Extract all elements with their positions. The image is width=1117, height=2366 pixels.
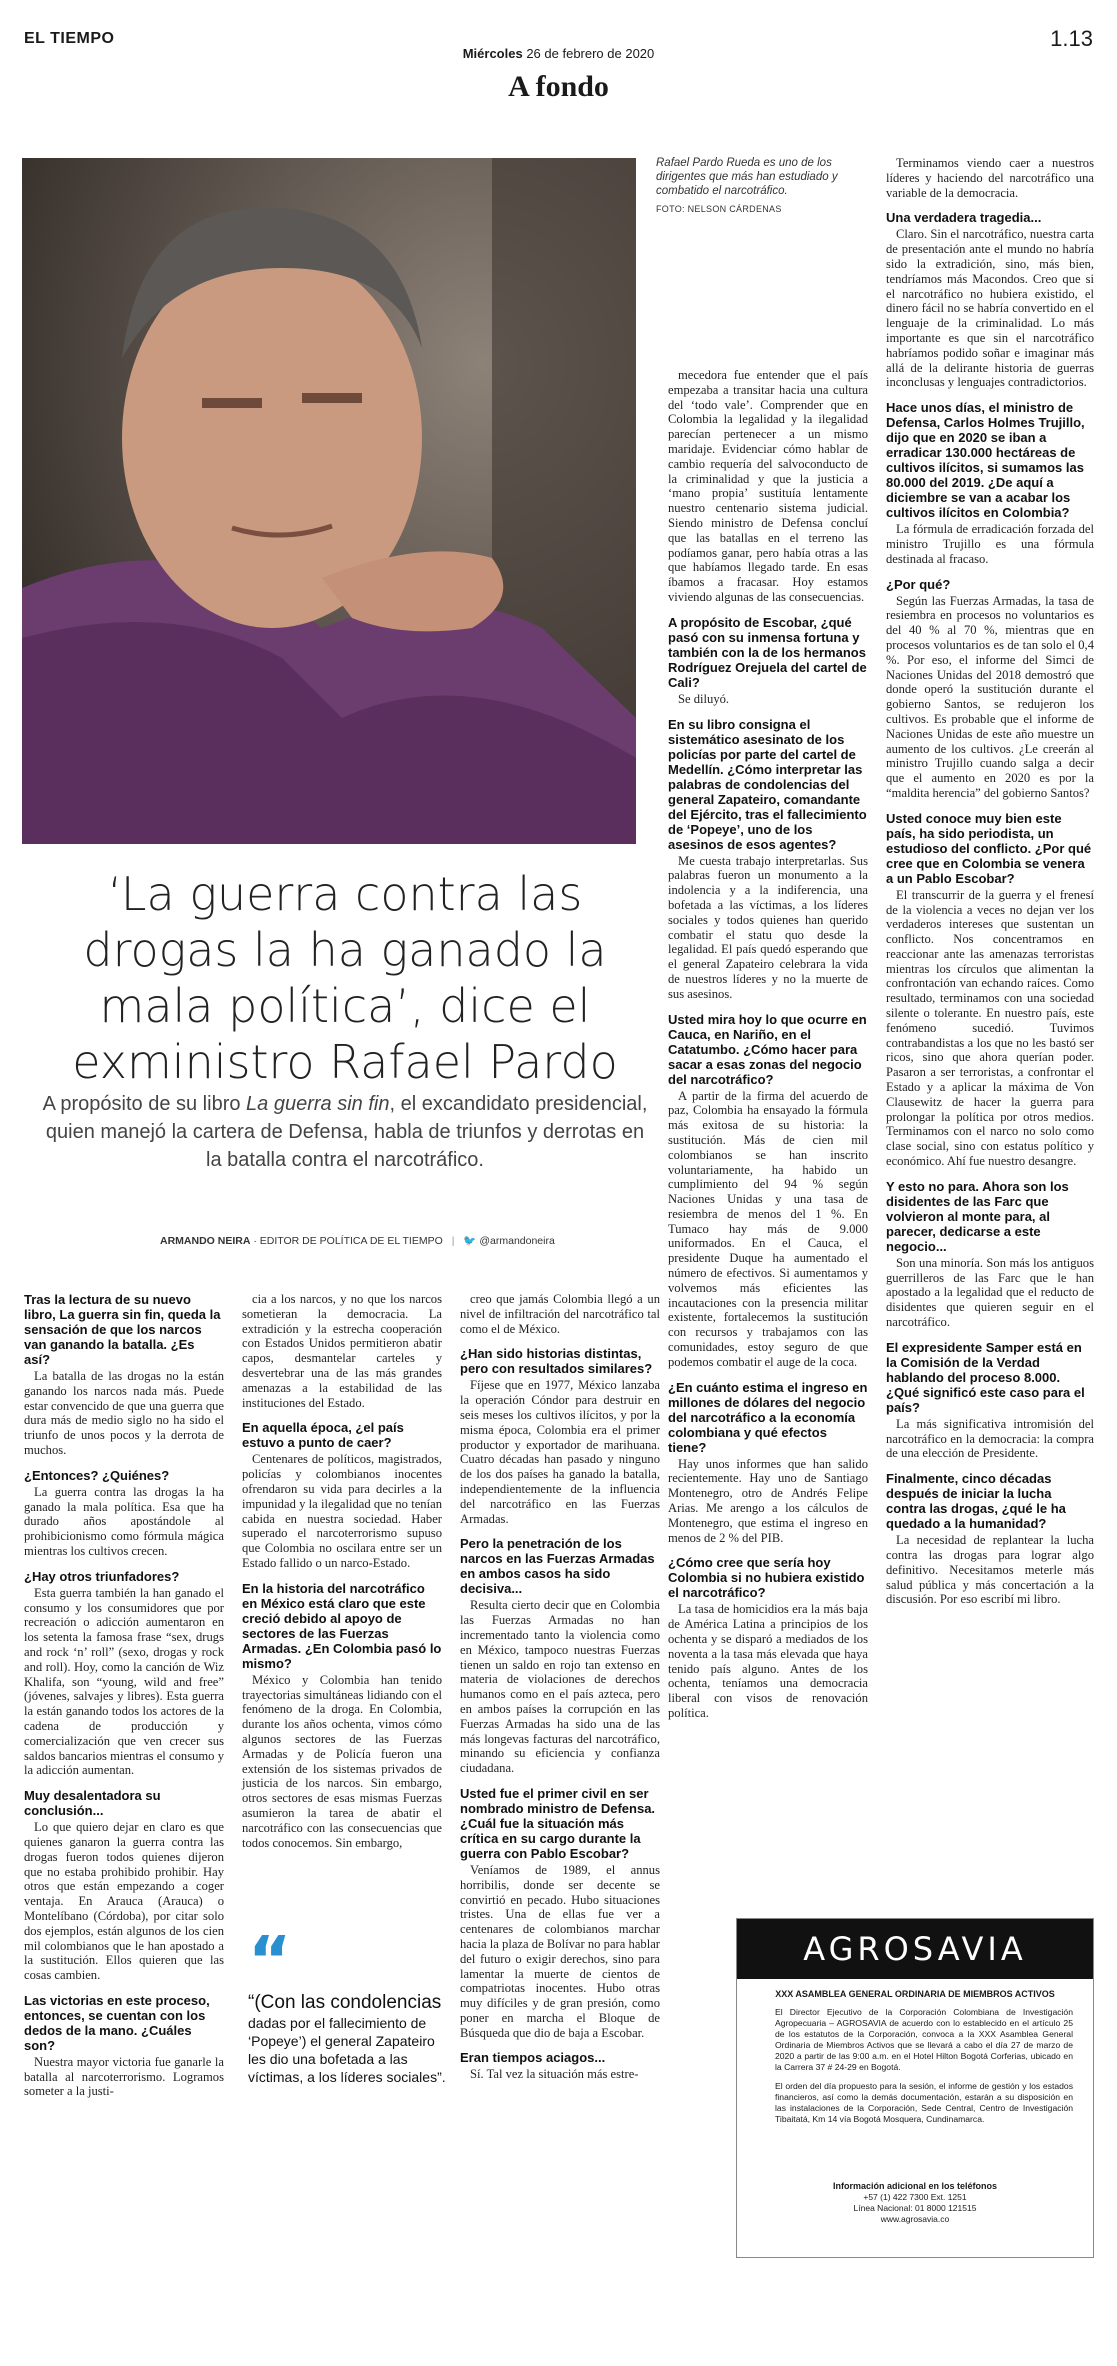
interview-question: Finalmente, cinco décadas después de iniciar la lucha contra las drogas, ¿qué le ha quedado a la humanidad?	[886, 1471, 1066, 1532]
interview-answer: Esta guerra también la han ganado el consumo y los consumidores que por recreación o adicción aumentaron en los setenta la famosa frase “sex, drugs and rock ‘n’ roll” (sexo, drogas y rock and roll). Hoy, como la canción de Wiz Khalifa, son “young, wild and free” (jóvenes, salvajes y libres). Esta guerra la están ganando todos los actores de la cadena de producción y comercialización que ven crecer sus saldos bancarios mientras el consumo y la adicción aumentan.	[24, 1585, 224, 1778]
interview-answer: cia a los narcos, y no que los narcos sometieran la democracia. La extradición y la estrecha cooperación con Estados Unidos permitieron abatir capos, desmantelar carteles y desvertebrar una de las más grandes amenazas a la estabilidad de las instituciones del Estado.	[242, 1292, 442, 1410]
interview-answer: La batalla de las drogas no la están ganando los narcos nada más. Puede estar convencido de que una guerra que dura más de medio siglo no ha sido el triunfo de unos pocos y la derrota de muchos.	[24, 1369, 224, 1457]
quote-mark-icon: “	[248, 1922, 292, 1999]
interview-question: A propósito de Escobar, ¿qué pasó con su inmensa fortuna y también con la de los hermanos Rodríguez Orejuela del cartel de Cali?	[668, 614, 867, 690]
interview-answer: mecedora fue entender que el país empezaba a transitar hacia una cultura del ‘todo vale’. Comprender que en Colombia la legalidad y la ilegalidad parecían pertenecer a un mismo maridaje. Evidenciar cómo hablar de cambio requería del salvoconducto de la criminalidad y que la justicia a ‘mano propia’ sustituía lentamente nuestro centenario sistema judicial. Siendo ministro de Defensa concluí que las batallas en el terreno las podíamos ganar, pero había otras a las que habíamos llegado tarde. En esas íbamos a fracasar. Hoy estamos viviendo algunas de las consecuencias.	[668, 368, 868, 604]
byline-author: ARMANDO NEIRA	[160, 1235, 251, 1247]
dateline	[0, 46, 1117, 61]
interview-question: ¿Han sido historias distintas, pero con resultados similares?	[460, 1346, 653, 1377]
interview-question: El expresidente Samper está en la Comisión de la Verdad hablando del proceso 8.000. ¿Qué significó este caso para el país?	[886, 1339, 1085, 1415]
interview-answer: Claro. Sin el narcotráfico, nuestra carta de presentación ante el mundo no habría sido la extradición, sino, más bien, tendríamos más Macondos. Creo que si el narcotráfico no hubiera existido, el dinero fácil no se habría convertido en el lenguaje de la criminalidad. Lo más importante es que sin el narcotráfico habríamos podido soñar e imaginar más allá de la delirante historia de guerras inconclusas y lenguajes contradictorios.	[886, 227, 1094, 390]
interview-question: ¿Por qué?	[886, 576, 951, 592]
interview-answer: Veníamos de 1989, el annus horribilis, donde ser decente se convirtió en pecado. Hubo situaciones tristes. Una de ellas fue ver a centenares de colombianos marchar hacia la plaza de Bolívar no para hablar del futuro o exigir derechos, sino para lamentar la muerte de cientos de compatriotas inocentes. Hubo otras muy difíciles y de gran presión, como poner en marcha el Bloque de Búsqueda que dio de baja a Escobar.	[460, 1862, 660, 2040]
ad-line: Línea Nacional: 01 8000 121515	[853, 2203, 977, 2213]
pull-quote	[248, 1922, 448, 2086]
byline	[160, 1234, 555, 1247]
interview-question: Eran tiempos aciagos...	[460, 2050, 606, 2066]
headline: ‘La guerra contra las drogas la ha ganado la mala política’, dice el exministro Rafael Pardo	[72, 867, 618, 1089]
portrait-illustration	[22, 158, 636, 844]
interview-answer: Según las Fuerzas Armadas, la tasa de resiembra en procesos no voluntarios es del 40 % al 70 %, mientras que en procesos voluntarios es de tan solo el 0,4 %. Por eso, el informe del Simci de Naciones Unidas del 2018 demostró que donde operó la sustitución durante el gobierno Santos, se redujeron los cultivos. Es probable que el informe de Naciones Unidas de este año muestre un aumento de los cultivos. ¿Le creerán al ministro Trujillo cuando salga a decir que el aumento en 2020 es por la “maldita herencia” del gobierno Santos?	[886, 593, 1094, 800]
interview-answer: La necesidad de replantear la lucha contra las drogas para lograr algo definitivo. Necesitamos meterle más salud pública y más concertación a la discusión. Por eso escribí mi libro.	[886, 1533, 1094, 1607]
dek	[40, 1090, 650, 1174]
date-rest: 26 de febrero de 2020	[526, 46, 655, 61]
interview-question: Una verdadera tragedia...	[886, 210, 1042, 226]
interview-answer: Fíjese que en 1977, México lanzaba la operación Cóndor para destruir en seis meses los cultivos ilícitos, y por la misma época, Colombia era el primer productor y exportador de marihuana. Cuatro décadas han pasado y ninguno de los dos países ha ganado la batalla, independientemente de la influencia del narcotráfico en las Fuerzas Armadas.	[460, 1378, 660, 1526]
interview-answer: La fórmula de erradicación forzada del ministro Trujillo es una fórmula destinada al fracaso.	[886, 522, 1094, 566]
agrosavia-ad	[736, 1918, 1094, 2258]
interview-answer: Lo que quiero dejar en claro es que quienes ganaron la guerra contra las drogas fueron todos quienes dijeron que no estaba prohibido prohibir. Hay otros que están empezando a coger ventaja. En Arauca (Arauca) o Montelíbano (Córdoba), por citar solo dos ejemplos, están algunos de los cien mil colombianos que le han apostado a la sustitución. Ellos quieren que las cosas cambien.	[24, 1820, 224, 1983]
column-1	[24, 1292, 224, 2105]
interview-question: Hace unos días, el ministro de Defensa, Carlos Holmes Trujillo, dijo que en 2020 se iban a erradicar 130.000 hectáreas de cultivos ilícitos, si sumamos las 80.000 del 2019. ¿De aquí a diciembre se van a acabar los cultivos ilícitos en Colombia?	[886, 400, 1085, 521]
interview-answer: La guerra contra las drogas la ha ganado la mala política. Esa que ha durado años apostándole al prohibicionismo como fórmula mágica mientras los cultivos crecen.	[24, 1484, 224, 1558]
ad-paragraph-2: El orden del día propuesto para la sesión, el informe de gestión y los estados financieros, así como la demás documentación, estarán a su disposición en las instalaciones de la Corporación, Sede Central, Centro de Investigación Tibaitatá, Km 14 vía Bogotá Mosquera, Cundinamarca.	[775, 2081, 1073, 2124]
byline-divider: |	[451, 1235, 455, 1247]
photo-credit: FOTO: NELSON CÁRDENAS	[656, 204, 782, 214]
interview-answer: Terminamos viendo caer a nuestros líderes y haciendo del narcotráfico una variable de la democracia.	[886, 156, 1094, 200]
quote-rest: dadas por el fallecimiento de ‘Popeye’) el general Zapateiro les dio una bofetada a las víctimas, a los líderes sociales”.	[248, 2015, 446, 2085]
interview-answer: creo que jamás Colombia llegó a un nivel de infiltración del narcotráfico tal como el de México.	[460, 1292, 660, 1336]
interview-question: ¿En cuánto estima el ingreso en millones de dólares del negocio del narcotráfico a la economía colombiana y qué efectos tiene?	[668, 1379, 868, 1455]
byline-twitter: @armandoneira	[479, 1235, 555, 1247]
date-day: Miércoles	[462, 46, 523, 61]
interview-question: Usted mira hoy lo que ocurre en Cauca, en Nariño, en el Catatumbo. ¿Cómo hacer para sacar a esas zonas del negocio del narcotráfico?	[668, 1011, 867, 1087]
interview-answer: El transcurrir de la guerra y el frenesí de la violencia a veces no dejan ver los verdaderos intereses que sustentan un conflicto. Nos concentramos en reaccionar ante las amenazas terroristas mientras los círculos que alimentan la confrontación van echando raíces. Como resultado, terminamos con una sociedad silente o tolerante. En nuestro país, este fenómeno sucedió. Tuvimos contrabandistas a los que no les bastó ser ricos, sino que ahora querían poder. Pasaron a ser terroristas, a confrontar el Estado y a aplicar la máxima de Von Clausewitz de hacer la guerra para prolongar la política por otros medios. Terminamos con el narco no solo como clase social, sino con estatus político y económico. Ahí fue nuestro desangre.	[886, 887, 1094, 1169]
ad-info-title: Información adicional en los teléfonos	[832, 2181, 998, 2191]
interview-question: Muy desalentadora su conclusión...	[24, 1788, 161, 1819]
quote-lead: “(Con las condolencias	[248, 1992, 442, 2013]
section-title: A fondo	[508, 70, 609, 103]
dek-after: , el excandidato presidencial, quien manejó la cartera de Defensa, habla de triunfos y derrotas en la batalla contra el narcotráfico.	[45, 1093, 648, 1171]
interview-question: ¿Cómo cree que sería hoy Colombia si no hubiera existido el narcotráfico?	[668, 1555, 865, 1601]
interview-question: En aquella época, ¿el país estuvo a punto de caer?	[242, 1420, 404, 1451]
dek-before: A propósito de su libro	[42, 1093, 247, 1115]
ad-paragraph-1: El Director Ejecutivo de la Corporación Colombiana de Investigación Agropecuaria – AGROSAVIA de acuerdo con lo establecido en el artículo 25 de los estatutos de la Corporación, convoca a la XXX Asamblea General Ordinaria de Miembros Activos que se llevará a cabo el día 27 de marzo de 2020 a partir de las 9:00 a.m. en el Hotel Hilton Bogotá Corferias, ubicado en la Carrera 37 # 24-29 en Bogotá.	[775, 2007, 1073, 2072]
interview-question: ¿Hay otros triunfadores?	[24, 1568, 180, 1584]
interview-answer: Son una minoría. Son más los antiguos guerrilleros de las Farc que le han apostado a la legalidad que el reducto de disidentes que quieren seguir en el narcotráfico.	[886, 1255, 1094, 1330]
column-4	[668, 368, 868, 1727]
ad-body	[775, 2007, 1073, 2133]
ad-phone: +57 (1) 422 7300 Ext. 1251	[863, 2192, 967, 2202]
interview-answer: Sí. Tal vez la situación más estre-	[470, 2067, 639, 2082]
ad-brand: AGROSAVIA	[737, 1919, 1093, 1979]
interview-question: Usted fue el primer civil en ser nombrado ministro de Defensa. ¿Cuál fue la situación más crítica en su cargo durante la guerra con Pablo Escobar?	[460, 1785, 656, 1861]
ad-contact	[737, 2181, 1093, 2225]
column-2	[242, 1292, 442, 1856]
interview-answer: Resulta cierto decir que en Colombia las Fuerzas Armadas no han incrementado tanto la violencia como en México, tampoco nuestras Fuerzas tienen un saldo en rojo tan extenso en materia de violaciones de derechos humanos como en el país azteca, pero en ambos países la corrupción en las Fuerzas Armadas ha sido una de las más longevas facturas del narcotráfico, minando su eficiencia y confianza ciudadana.	[460, 1598, 660, 1776]
byline-role: · EDITOR DE POLÍTICA DE EL TIEMPO	[253, 1235, 443, 1247]
interview-answer: Hay unos informes que han salido recientemente. Hay uno de Santiago Montenegro, otro de Andrés Felipe Arias. Me arengo a los cálculos de Montenegro, que estima el ingreso en menos de 2 % del PIB.	[668, 1456, 868, 1545]
interview-answer: Me cuesta trabajo interpretarlas. Sus palabras fueron un monumento a la indolencia y a la indiferencia, una bofetada a las víctimas, a los líderes sociales y todos quienes han querido combatir el statu quo desde la legalidad. El país quedó esperando que el general Zapateiro celebrara la vida de nuestros líderes y no la muerte de sus asesinos.	[668, 853, 868, 1001]
interview-question: En la historia del narcotráfico en México está claro que este creció debido al apoyo de sectores de las Fuerzas Armadas. ¿En Colombia pasó lo mismo?	[242, 1580, 442, 1671]
caption-text: Rafael Pardo Rueda es uno de los dirigentes que más han estudiado y combatido el narcotráfico.	[656, 157, 838, 197]
interview-answer: La tasa de homicidios era la más baja de América Latina a principios de los ochenta y se disparó a mediados de los noventa a la tasa más elevada que haya tenido país alguno. Antes de los ochenta, teníamos una democracia liberal con visos de renovación política.	[668, 1602, 868, 1721]
interview-question: En su libro consigna el sistemático asesinato de los policías por parte del cartel de Medellín. ¿Cómo interpretar las palabras de condolencias del general Zapateiro, comandante del Ejército, tras el fallecimiento de ‘Popeye’, uno de los asesinos de esos agentes?	[668, 716, 867, 852]
twitter-icon: 🐦	[463, 1235, 477, 1247]
column-5	[886, 156, 1094, 1613]
portrait-photo	[22, 158, 636, 844]
interview-answer: Nuestra mayor victoria fue ganarle la batalla al narcoterrorismo. Logramos someter a la justi-	[24, 2054, 224, 2099]
interview-question: Usted conoce muy bien este país, ha sido periodista, un estudioso del conflicto. ¿Por qué cree que en Colombia se venera a un Pablo Escobar?	[886, 810, 1092, 886]
page-number: 1.13	[1050, 26, 1093, 51]
interview-answer: Centenares de políticos, magistrados, policías y colombianos inocentes ofrendaron su vida para decirles a la impunidad y la ilegalidad que no tenían cabida en nuestra sociedad. Haber superado el narcoterrorismo supuso que Colombia no oscilara entre ser un Estado fallido o un narco-Estado.	[242, 1452, 442, 1570]
interview-question: Tras la lectura de su nuevo libro, La guerra sin fin, queda la sensación de que los narcos van ganando la batalla. ¿Es así?	[24, 1292, 221, 1367]
masthead: EL TIEMPO	[24, 30, 115, 47]
ad-web: www.agrosavia.co	[880, 2214, 950, 2224]
interview-answer: México y Colombia han tenido trayectorias simultáneas lidiando con el fenómeno de la droga. En Colombia, durante los años ochenta, vimos cómo algunos sectores de las Fuerzas Armadas y de Policía fueron una extensión de los sistemas privados de justicia de los narcos. Sin embargo, otros sectores de esas mismas Fuerzas asumieron la tarea de abatir el narcotráfico con las consecuencias que todos conocemos. Sin embargo,	[242, 1672, 442, 1850]
interview-answer: La más significativa intromisión del narcotráfico en la democracia: la compra de una elección de Presidente.	[886, 1416, 1094, 1461]
interview-question: ¿Entonces? ¿Quiénes?	[24, 1467, 170, 1483]
interview-answer: Se diluyó.	[678, 691, 730, 706]
interview-question: Pero la penetración de los narcos en las Fuerzas Armadas en ambos casos ha sido decisiva...	[460, 1536, 655, 1597]
ad-title: XXX ASAMBLEA GENERAL ORDINARIA DE MIEMBROS ACTIVOS	[775, 1989, 1055, 1999]
interview-question: Las victorias en este proceso, entonces, se cuentan con los dedos de la mano. ¿Cuáles son?	[24, 1992, 210, 2053]
column-3	[460, 1292, 660, 2088]
dek-book: La guerra sin fin	[246, 1093, 390, 1115]
photo-caption	[656, 156, 856, 216]
interview-answer: A partir de la firma del acuerdo de paz, Colombia ha ensayado la fórmula más exitosa de su historia: la sustitución. Más de cien mil colombianos se han inscrito voluntariamente, ha habido un cumplimiento del 94 % según Naciones Unidas y una tasa de resiembra de menos del 1 %. En Tumaco hay más de 9.000 uniformados. En el Cauca, el presidente Duque ha aumentado el número de efectivos. Si aumentamos y volvemos más eficientes las incautaciones con la presencia militar existente, fortalecemos la sustitución con recursos y trabajamos con las comunidades, estoy seguro de que podemos combatir el auge de la coca.	[668, 1088, 868, 1369]
interview-question: Y esto no para. Ahora son los disidentes de las Farc que volvieron al monte para, al parecer, dedicarse a este negocio...	[886, 1178, 1069, 1254]
